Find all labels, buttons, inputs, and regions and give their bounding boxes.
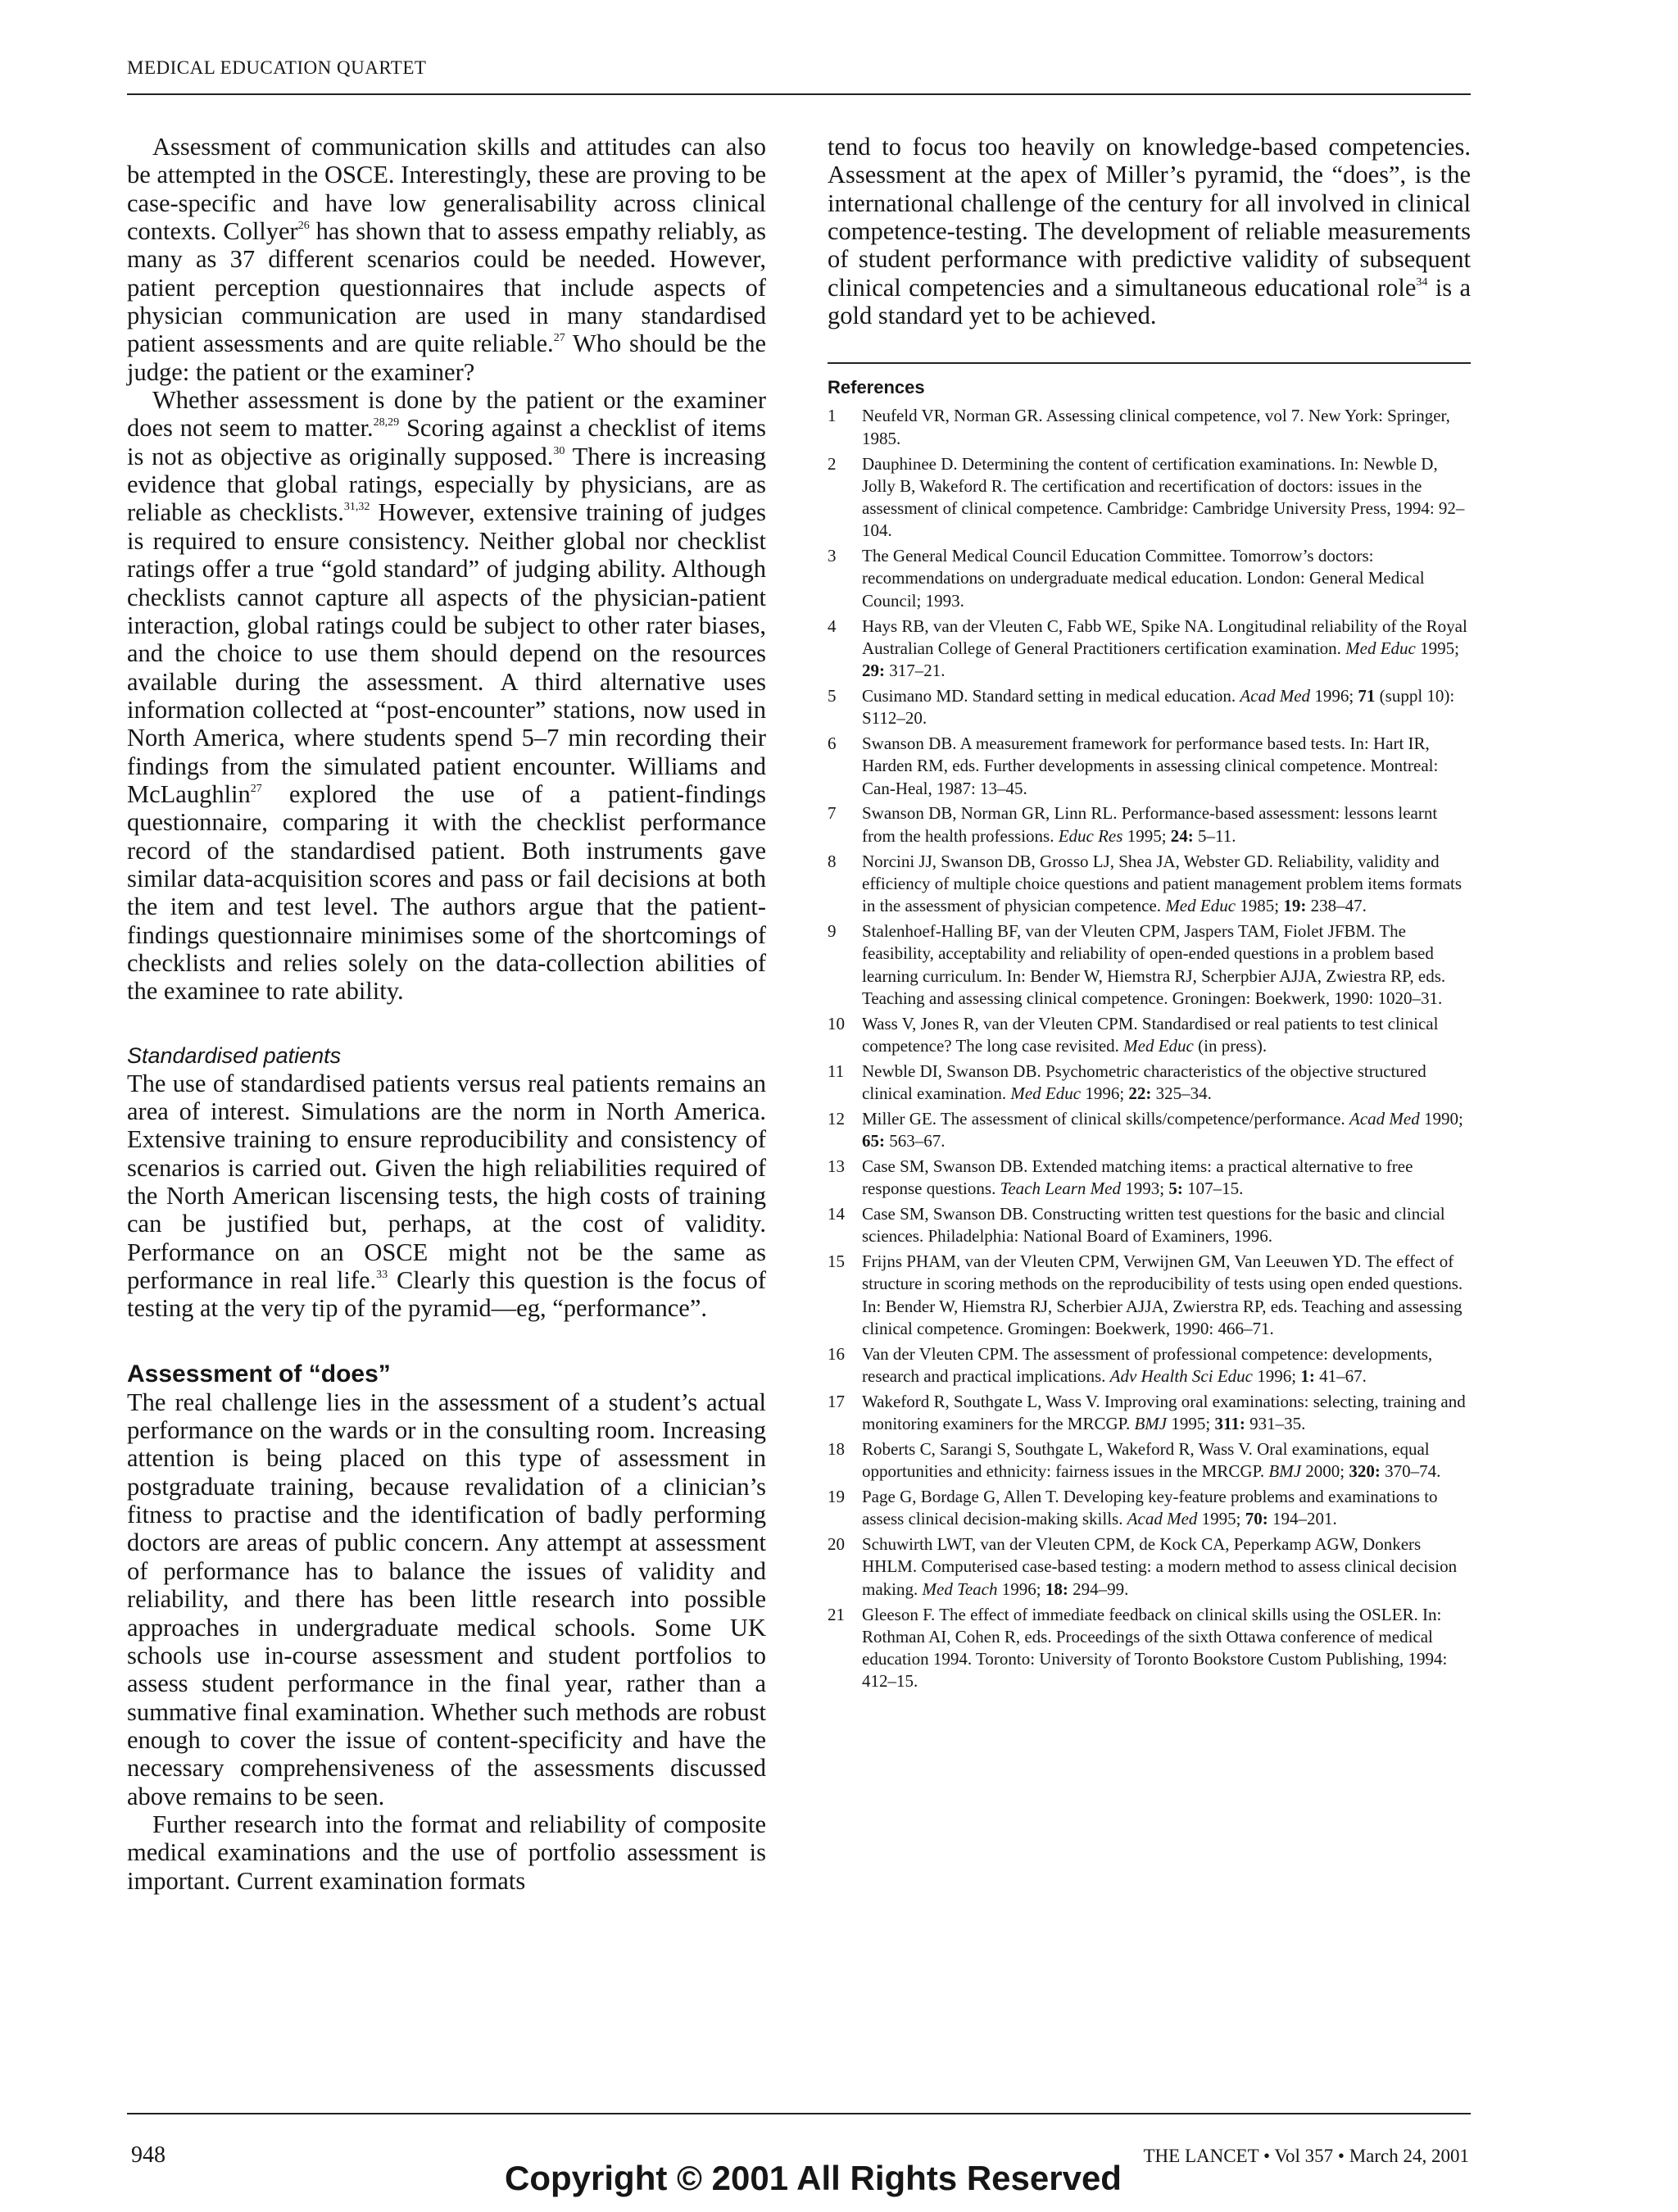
reference-item bbox=[828, 685, 1471, 730]
reference-text: The General Medical Council Education Committee. Tomorrow’s doctors: recommendations on undergraduate medical education. London: General Medical Council; 1993. bbox=[862, 546, 1425, 611]
reference-number: 19 bbox=[828, 1487, 845, 1507]
reference-text: Frijns PHAM, van der Vleuten CPM, Verwijnen GM, Van Leeuwen YD. The effect of structure in scoring methods on the reproducibility of tests using open ended questions. In: Bender W, Hiemstra RJ, Scherbier AJJA, Zwierstra RP, eds. Teaching and assessing clinical competence. Gromingen: Boekwerk, 1990: 466–71. bbox=[862, 1251, 1463, 1338]
reference-item bbox=[828, 453, 1471, 543]
reference-item bbox=[828, 1438, 1471, 1483]
reference-text: Newble DI, Swanson DB. Psychometric characteristics of the objective structured clinical examination. Med Educ 1996; 22: 325–34. bbox=[862, 1061, 1426, 1104]
reference-number: 14 bbox=[828, 1204, 845, 1224]
reference-item bbox=[828, 1013, 1471, 1058]
reference-item bbox=[828, 1533, 1471, 1601]
left-column bbox=[127, 133, 766, 1895]
citation: 31,32 bbox=[343, 501, 370, 514]
references-list bbox=[828, 405, 1471, 1692]
reference-item bbox=[828, 1343, 1471, 1388]
reference-text: Swanson DB. A measurement framework for performance based tests. In: Hart IR, Harden RM, eds. Further developments in assessing clinical competence. Montreal: Can-Heal, 1987: 13–45. bbox=[862, 734, 1439, 798]
reference-number: 3 bbox=[828, 546, 837, 566]
reference-item bbox=[828, 1604, 1471, 1693]
reference-number: 15 bbox=[828, 1251, 845, 1272]
header-rule bbox=[127, 93, 1471, 95]
reference-number: 18 bbox=[828, 1438, 845, 1459]
reference-text: Van der Vleuten CPM. The assessment of professional competence: developments, research and practical implications. Adv Health Sci Educ 1996; 1: 41–67. bbox=[862, 1343, 1433, 1387]
references-rule bbox=[828, 362, 1471, 364]
references-heading: References bbox=[828, 377, 925, 398]
reference-item bbox=[828, 545, 1471, 612]
body-paragraph: Further research into the format and reliability of composite medical examinations and the use of portfolio assessment is important. Current examination formats bbox=[127, 1810, 766, 1895]
body-paragraph: Assessment of communication skills and attitudes can also be attempted in the OSCE. Interestingly, these are proving to be case-specific and have low generalisability across clinical contexts. Collyer$^{26}$ has shown that to assess empathy reliably, as many as 37 different scenarios could be needed. However, patient perception questionnaires that include aspects of physician communication are used in many standardised patient assessments and are quite reliable.$^{27}$ Who should be the judge: the patient or the examiner? bbox=[127, 133, 766, 386]
body-paragraph: The real challenge lies in the assessment of a student’s actual performance on the wards or in the consulting room. Increasing attention is being placed on this type of assessment in postgraduate training, because revalidation of a clinician’s fitness to practise and the identification of badly performing doctors are areas of public concern. Any attempt at assessment of performance has to balance the issues of validity and reliability, and there has been little research into possible approaches in undergraduate medical schools. Some UK schools use in-course assessment and student portfolios to assess student performance in the final year, rather than a summative final examination. Whether such methods are robust enough to cover the issue of content-specificity and have the necessary comprehensiveness of the assessments discussed above remains to be seen. bbox=[127, 1388, 766, 1810]
citation: 27 bbox=[250, 782, 262, 795]
citation: 27 bbox=[553, 332, 565, 345]
reference-text: Miller GE. The assessment of clinical skills/competence/performance. Acad Med 1990; 65: 563–67. bbox=[862, 1108, 1463, 1151]
reference-item bbox=[828, 1203, 1471, 1248]
right-column bbox=[828, 133, 1471, 1696]
reference-number: 21 bbox=[828, 1604, 845, 1624]
reference-text: Wakeford R, Southgate L, Wass V. Improving oral examinations: selecting, training and monitoring examiners for the MRCGP. BMJ 1995; 311: 931–35. bbox=[862, 1391, 1466, 1434]
reference-number: 20 bbox=[828, 1534, 845, 1555]
reference-item bbox=[828, 733, 1471, 800]
reference-item bbox=[828, 1391, 1471, 1436]
footer-rule bbox=[127, 2113, 1471, 2114]
reference-text: Cusimano MD. Standard setting in medical education. Acad Med 1996; 71 (suppl 10): S112–20. bbox=[862, 685, 1455, 729]
reference-number: 11 bbox=[828, 1061, 845, 1081]
reference-number: 1 bbox=[828, 406, 837, 426]
reference-text: Gleeson F. The effect of immediate feedback on clinical skills using the OSLER. In: Rothman AI, Cohen R, eds. Proceedings of the sixth Ottawa conference of medical education 1994. Toronto: University of Toronto Bookstore Custom Publishing, 1994: 412–15. bbox=[862, 1604, 1448, 1692]
reference-number: 9 bbox=[828, 920, 837, 941]
reference-text: Wass V, Jones R, van der Vleuten CPM. Standardised or real patients to test clinical competence? The long case revisited. Med Educ (in press). bbox=[862, 1013, 1439, 1056]
reference-number: 6 bbox=[828, 734, 837, 754]
reference-text: Case SM, Swanson DB. Constructing written test questions for the basic and clincial sciences. Philadelphia: National Board of Examiners, 1996. bbox=[862, 1204, 1445, 1247]
reference-text: Neufeld VR, Norman GR. Assessing clinical competence, vol 7. New York: Springer, 1985. bbox=[862, 406, 1450, 448]
citation: 26 bbox=[297, 220, 310, 233]
subsection-heading: Standardised patients bbox=[127, 1042, 342, 1068]
citation: 34 bbox=[1416, 275, 1428, 288]
reference-number: 10 bbox=[828, 1013, 845, 1033]
citation: 30 bbox=[553, 444, 565, 457]
section-heading: Assessment of “does” bbox=[127, 1360, 391, 1388]
reference-number: 2 bbox=[828, 453, 837, 474]
reference-item bbox=[828, 405, 1471, 450]
reference-item bbox=[828, 1486, 1471, 1531]
reference-text: Dauphinee D. Determining the content of certification examinations. In: Newble D, Jolly B, Wakeford R. The certification and recertification of doctors: issues in the assessment of clinical competence. Cambridge: Cambridge University Press, 1994: 92–104. bbox=[862, 453, 1465, 541]
reference-number: 17 bbox=[828, 1391, 845, 1411]
reference-item bbox=[828, 1061, 1471, 1106]
reference-text: Swanson DB, Norman GR, Linn RL. Performance-based assessment: lessons learnt from the health professions. Educ Res 1995; 24: 5–11. bbox=[862, 803, 1438, 846]
reference-item bbox=[828, 615, 1471, 683]
reference-item bbox=[828, 851, 1471, 918]
reference-number: 16 bbox=[828, 1343, 845, 1364]
reference-text: Case SM, Swanson DB. Extended matching items: a practical alternative to free response questions. Teach Learn Med 1993; 5: 107–15. bbox=[862, 1156, 1413, 1199]
reference-item bbox=[828, 920, 1471, 1010]
reference-number: 12 bbox=[828, 1108, 845, 1129]
citation: 28,29 bbox=[373, 416, 400, 429]
reference-text: Stalenhoef-Halling BF, van der Vleuten CPM, Jaspers TAM, Fiolet JFBM. The feasibility, acceptability and reliability of open-ended questions in a problem based learning curriculum. In: Bender W, Hiemstra RJ, Scherpbier AJJA, Zwiestra RP, eds. Teaching and assessing clinical competence. Groningen: Boekwerk, 1990: 1020–31. bbox=[862, 920, 1446, 1008]
reference-number: 4 bbox=[828, 615, 837, 636]
reference-text: Roberts C, Sarangi S, Southgate L, Wakeford R, Wass V. Oral examinations, equal opportunities and ethnicity: fairness issues in the MRCGP. BMJ 2000; 320: 370–74. bbox=[862, 1438, 1441, 1482]
reference-text: Schuwirth LWT, van der Vleuten CPM, de Kock CA, Peperkamp AGW, Donkers HHLM. Computerised case-based testing: a modern method to assess clinical decision making. Med Teach 1996; 18: 294–99. bbox=[862, 1534, 1458, 1599]
reference-item bbox=[828, 802, 1471, 847]
running-head: MEDICAL EDUCATION QUARTET bbox=[127, 57, 427, 78]
copyright-notice: Copyright © 2001 All Rights Reserved bbox=[505, 2159, 1122, 2197]
reference-item bbox=[828, 1108, 1471, 1153]
reference-text: Norcini JJ, Swanson DB, Grosso LJ, Shea JA, Webster GD. Reliability, validity and efficiency of multiple choice questions and patient management problem items formats in the assessment of physician competence. Med Educ 1985; 19: 238–47. bbox=[862, 851, 1463, 916]
page-number: 948 bbox=[131, 2142, 166, 2168]
body-paragraph: Whether assessment is done by the patient or the examiner does not seem to matter.$^{28,29}$ Scoring against a checklist of items is not as objective as originally supposed.$^{30}$ There is increasing evidence that global ratings, especially by physicians, are as reliable as checklists.$^{31,32}$ However, extensive training of judges is required to ensure consistency. Neither global nor checklist ratings offer a true “gold standard” of judging ability. Although checklists cannot capture all aspects of the physician-patient interaction, global ratings could be subject to other rater biases, and the choice to use them should depend on the resources available during the assessment. A third alternative uses information collected at “post-encounter” stations, now used in North America, where students spend 5–7 min recording their findings from the simulated patient encounter. Williams and McLaughlin$^{27}$ explored the use of a patient-findings questionnaire, comparing it with the checklist performance record of the standardised patient. Both instruments gave similar data-acquisition scores and pass or fail decisions at both the item and test level. The authors argue that the patient-findings questionnaire minimises some of the shortcomings of checklists and relies solely on the data-collection abilities of the examinee to rate ability. bbox=[127, 386, 766, 1006]
journal-info: THE LANCET • Vol 357 • March 24, 2001 bbox=[1143, 2146, 1469, 2166]
reference-text: Hays RB, van der Vleuten C, Fabb WE, Spike NA. Longitudinal reliability of the Royal Australian College of General Practitioners certification examination. Med Educ 1995; 29: 317–21. bbox=[862, 615, 1467, 681]
citation: 33 bbox=[376, 1269, 388, 1282]
body-paragraph: The use of standardised patients versus real patients remains an area of interest. Simulations are the norm in North America. Extensive training to ensure reproducibility and consistency of scenarios is carried out. Given the high reliabilities required of the North American liscensing tests, the high costs of training can be justified but, perhaps, at the cost of validity. Performance on an OSCE might not be the same as performance in real life.$^{33}$ Clearly this question is the focus of testing at the very tip of the pyramid—eg, “performance”. bbox=[127, 1069, 766, 1323]
reference-number: 8 bbox=[828, 851, 837, 871]
reference-text: Page G, Bordage G, Allen T. Developing key-feature problems and examinations to assess clinical decision-making skills. Acad Med 1995; 70: 194–201. bbox=[862, 1487, 1438, 1529]
body-paragraph: tend to focus too heavily on knowledge-based competencies. Assessment at the apex of Miller’s pyramid, the “does”, is the international challenge of the century for all involved in clinical competence-testing. The development of reliable measurements of student performance with predictive validity of subsequent clinical competencies and a simultaneous educational role$^{34}$ is a gold standard yet to be achieved. bbox=[828, 133, 1471, 330]
reference-number: 5 bbox=[828, 685, 837, 706]
reference-number: 7 bbox=[828, 803, 837, 824]
reference-item bbox=[828, 1251, 1471, 1340]
reference-number: 13 bbox=[828, 1156, 845, 1176]
reference-item bbox=[828, 1156, 1471, 1201]
